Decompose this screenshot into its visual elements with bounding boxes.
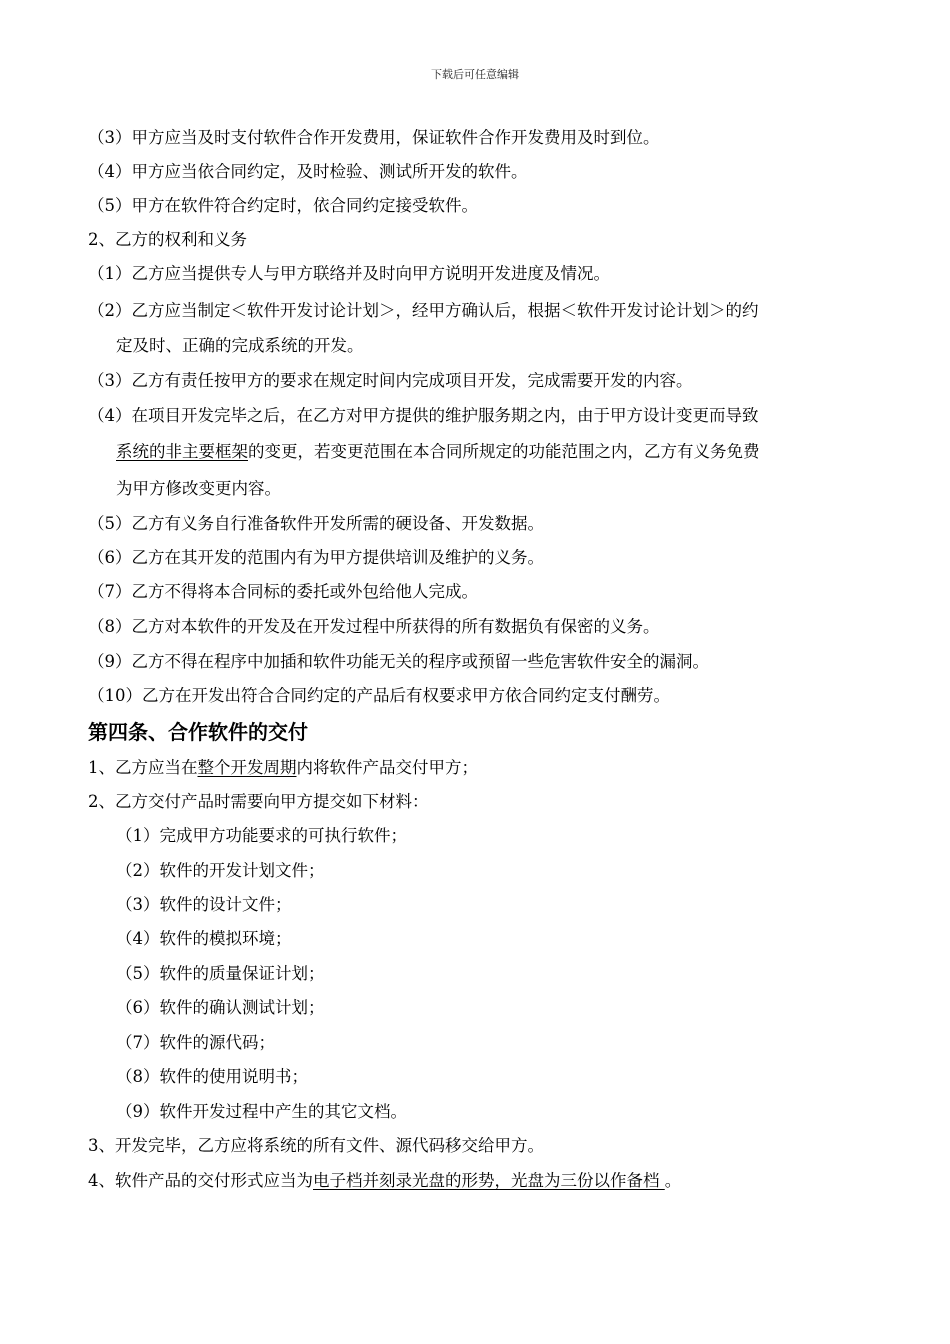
delivery-item-2: 2、乙方交付产品时需要向甲方提交如下材料： (88, 792, 429, 811)
clause-party-a-5: （5）甲方在软件符合约定时，依合同约定接受软件。 (88, 196, 478, 215)
clause-party-b-1: （1）乙方应当提供专人与甲方联络并及时向甲方说明开发进度及情况。 (88, 264, 610, 283)
material-8: （8）软件的使用说明书； (116, 1067, 308, 1086)
section-party-b-rights: 2、乙方的权利和义务 (88, 230, 247, 249)
header-note: 下载后可任意编辑 (431, 68, 519, 81)
clause-text: 的变更，若变更范围在本合同所规定的功能范围之内，乙方有义务免费 (248, 442, 760, 461)
material-3: （3）软件的设计文件； (116, 895, 292, 914)
clause-party-b-5: （5）乙方有义务自行准备软件开发所需的硬设备、开发数据。 (88, 514, 544, 533)
clause-party-b-2: （2）乙方应当制定＜软件开发讨论计划＞，经甲方确认后，根据＜软件开发讨论计划＞的约 (88, 301, 759, 320)
underlined-term: 系统的非主要框架 (116, 442, 248, 461)
delivery-item-1 (88, 758, 878, 778)
delivery-item-4 (88, 1171, 878, 1191)
clause-party-a-3: （3）甲方应当及时支付软件合作开发费用，保证软件合作开发费用及时到位。 (88, 128, 660, 147)
clause-party-b-7: （7）乙方不得将本合同标的委托或外包给他人完成。 (88, 582, 478, 601)
underlined-term: 电子档并刻录光盘的形势，光盘为三份以作备档 (313, 1171, 665, 1190)
clause-party-b-4-cont (116, 442, 906, 462)
clause-party-b-9: （9）乙方不得在程序中加插和软件功能无关的程序或预留一些危害软件安全的漏洞。 (88, 652, 709, 671)
clause-text: 1、乙方应当在 (88, 758, 198, 777)
material-9: （9）软件开发过程中产生的其它文档。 (116, 1102, 407, 1121)
material-6: （6）软件的确认测试计划； (116, 998, 325, 1017)
clause-party-b-4-cont2: 为甲方修改变更内容。 (116, 479, 281, 498)
delivery-item-3: 3、开发完毕，乙方应将系统的所有文件、源代码移交给甲方。 (88, 1136, 544, 1155)
material-5: （5）软件的质量保证计划； (116, 964, 325, 983)
clause-party-b-6: （6）乙方在其开发的范围内有为甲方提供培训及维护的义务。 (88, 548, 544, 567)
material-2: （2）软件的开发计划文件； (116, 861, 325, 880)
clause-text: 内将软件产品交付甲方； (296, 758, 478, 777)
material-1: （1）完成甲方功能要求的可执行软件； (116, 826, 407, 845)
clause-text: 4、软件产品的交付形式应当为 (88, 1171, 313, 1190)
clause-party-b-10: （10）乙方在开发出符合合同约定的产品后有权要求甲方依合同约定支付酬劳。 (88, 686, 670, 705)
clause-party-b-4: （4）在项目开发完毕之后，在乙方对甲方提供的维护服务期之内，由于甲方设计变更而导致 (88, 406, 759, 425)
material-7: （7）软件的源代码； (116, 1033, 275, 1052)
clause-party-b-8: （8）乙方对本软件的开发及在开发过程中所获得的所有数据负有保密的义务。 (88, 617, 660, 636)
clause-party-b-3: （3）乙方有责任按甲方的要求在规定时间内完成项目开发，完成需要开发的内容。 (88, 371, 693, 390)
underlined-term: 整个开发周期 (197, 758, 297, 777)
section-heading: 第四条、合作软件的交付 (88, 720, 308, 744)
clause-party-a-4: （4）甲方应当依合同约定，及时检验、测试所开发的软件。 (88, 162, 528, 181)
clause-text: 。 (664, 1171, 682, 1190)
material-4: （4）软件的模拟环境； (116, 929, 292, 948)
clause-party-b-2-cont: 定及时、正确的完成系统的开发。 (116, 336, 364, 355)
